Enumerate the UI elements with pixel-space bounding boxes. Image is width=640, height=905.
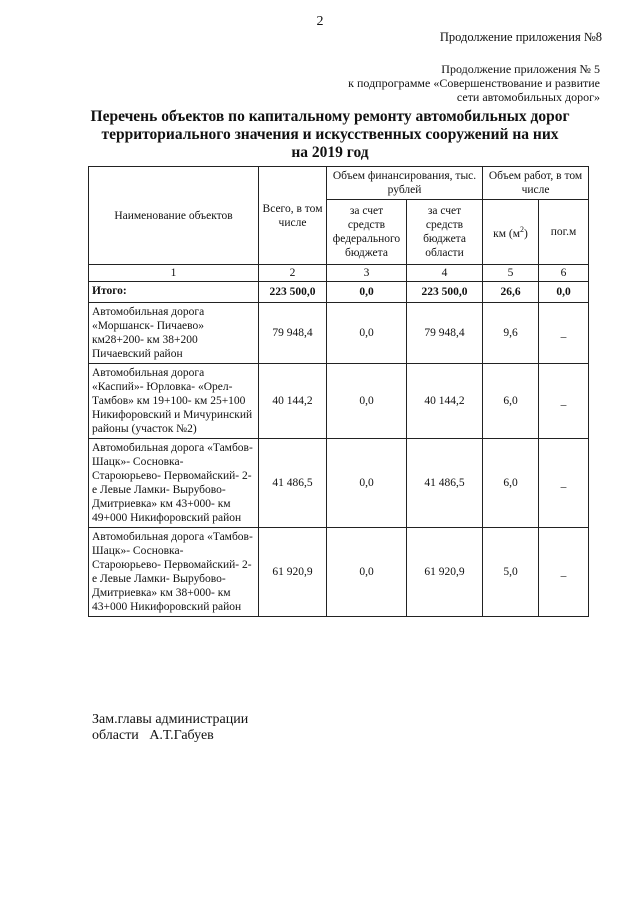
header-name: Наименование объектов bbox=[89, 167, 259, 265]
column-number: 5 bbox=[483, 265, 539, 282]
page-number: 2 bbox=[316, 14, 324, 29]
column-number: 1 bbox=[89, 265, 259, 282]
object-federal: 0,0 bbox=[327, 439, 407, 528]
header-funding-group: Объем финансирования, тыс. рублей bbox=[327, 167, 483, 200]
column-number: 2 bbox=[259, 265, 327, 282]
appendix-ref-line: сети автомобильных дорог» bbox=[456, 90, 600, 104]
appendix-reference bbox=[260, 62, 600, 104]
object-regional: 61 920,9 bbox=[407, 528, 483, 617]
total-federal: 0,0 bbox=[327, 282, 407, 303]
total-regional: 223 500,0 bbox=[407, 282, 483, 303]
table-row bbox=[89, 528, 589, 617]
object-federal: 0,0 bbox=[327, 364, 407, 439]
document-title bbox=[60, 108, 600, 162]
header-km-suffix: ) bbox=[524, 227, 528, 240]
header-km-prefix: км (м bbox=[493, 227, 521, 240]
objects-table bbox=[88, 166, 589, 617]
object-regional: 40 144,2 bbox=[407, 364, 483, 439]
total-linear-m: 0,0 bbox=[539, 282, 589, 303]
object-name: Автомобильная дорога «Моршанск- Пичаево» км28+200- км 38+200 Пичаевский район bbox=[89, 303, 259, 364]
appendix-ref-line: Продолжение приложения № 5 bbox=[441, 62, 600, 76]
column-number: 4 bbox=[407, 265, 483, 282]
object-federal: 0,0 bbox=[327, 528, 407, 617]
object-total: 79 948,4 bbox=[259, 303, 327, 364]
continuation-note: Продолжение приложения №8 bbox=[439, 30, 602, 44]
object-regional: 79 948,4 bbox=[407, 303, 483, 364]
table-row bbox=[89, 364, 589, 439]
table-row bbox=[89, 439, 589, 528]
appendix-ref-line: к подпрограмме «Совершенствование и развитие bbox=[348, 76, 600, 90]
title-line: Перечень объектов по капитальному ремонту автомобильных дорог bbox=[90, 108, 570, 125]
header-works-group: Объем работ, в том числе bbox=[483, 167, 589, 200]
total-label: Итого: bbox=[89, 282, 259, 303]
title-line: территориального значения и искусственных сооружений на них bbox=[101, 126, 559, 143]
object-total: 40 144,2 bbox=[259, 364, 327, 439]
total-sum: 223 500,0 bbox=[259, 282, 327, 303]
header-km-sup: 2 bbox=[520, 225, 525, 235]
object-total: 61 920,9 bbox=[259, 528, 327, 617]
object-km: 6,0 bbox=[483, 364, 539, 439]
object-name: Автомобильная дорога «Тамбов- Шацк»- Сосновка- Староюрьево- Первомайский- 2-е Левые Ламки- Вырубово- Дмитриевка» км 38+000- км 43+000 Никифоровский район bbox=[89, 528, 259, 617]
object-linear-m: _ bbox=[539, 303, 589, 364]
object-name: Автомобильная дорога «Каспий»- Юрловка- «Орел- Тамбов» км 19+100- км 25+100 Никифоровский и Мичуринский районы (участок №2) bbox=[89, 364, 259, 439]
object-federal: 0,0 bbox=[327, 303, 407, 364]
header-regional: за счет средств бюджета области bbox=[407, 200, 483, 265]
column-number: 3 bbox=[327, 265, 407, 282]
header-federal: за счет средств федерального бюджета bbox=[327, 200, 407, 265]
signature-block bbox=[92, 712, 248, 744]
object-name: Автомобильная дорога «Тамбов- Шацк»- Сосновка- Староюрьево- Первомайский- 2-е Левые Ламки- Вырубово- Дмитриевка» км 43+000- км 49+000 Никифоровский район bbox=[89, 439, 259, 528]
title-line: на 2019 год bbox=[291, 144, 369, 161]
signature-name: А.Т.Габуев bbox=[149, 728, 214, 743]
object-regional: 41 486,5 bbox=[407, 439, 483, 528]
object-total: 41 486,5 bbox=[259, 439, 327, 528]
column-number: 6 bbox=[539, 265, 589, 282]
total-row bbox=[89, 282, 589, 303]
total-km: 26,6 bbox=[483, 282, 539, 303]
header-total: Всего, в том числе bbox=[259, 167, 327, 265]
column-numbers-row bbox=[89, 265, 589, 282]
object-km: 5,0 bbox=[483, 528, 539, 617]
signature-name-line bbox=[92, 728, 248, 744]
object-linear-m: _ bbox=[539, 528, 589, 617]
signature-position: Зам.главы администрации bbox=[92, 712, 249, 727]
header-row bbox=[89, 167, 589, 200]
object-km: 6,0 bbox=[483, 439, 539, 528]
signature-region: области bbox=[92, 728, 139, 743]
object-linear-m: _ bbox=[539, 439, 589, 528]
object-linear-m: _ bbox=[539, 364, 589, 439]
object-km: 9,6 bbox=[483, 303, 539, 364]
header-linear-m: пог.м bbox=[539, 200, 589, 265]
header-km bbox=[483, 200, 539, 265]
table-row bbox=[89, 303, 589, 364]
